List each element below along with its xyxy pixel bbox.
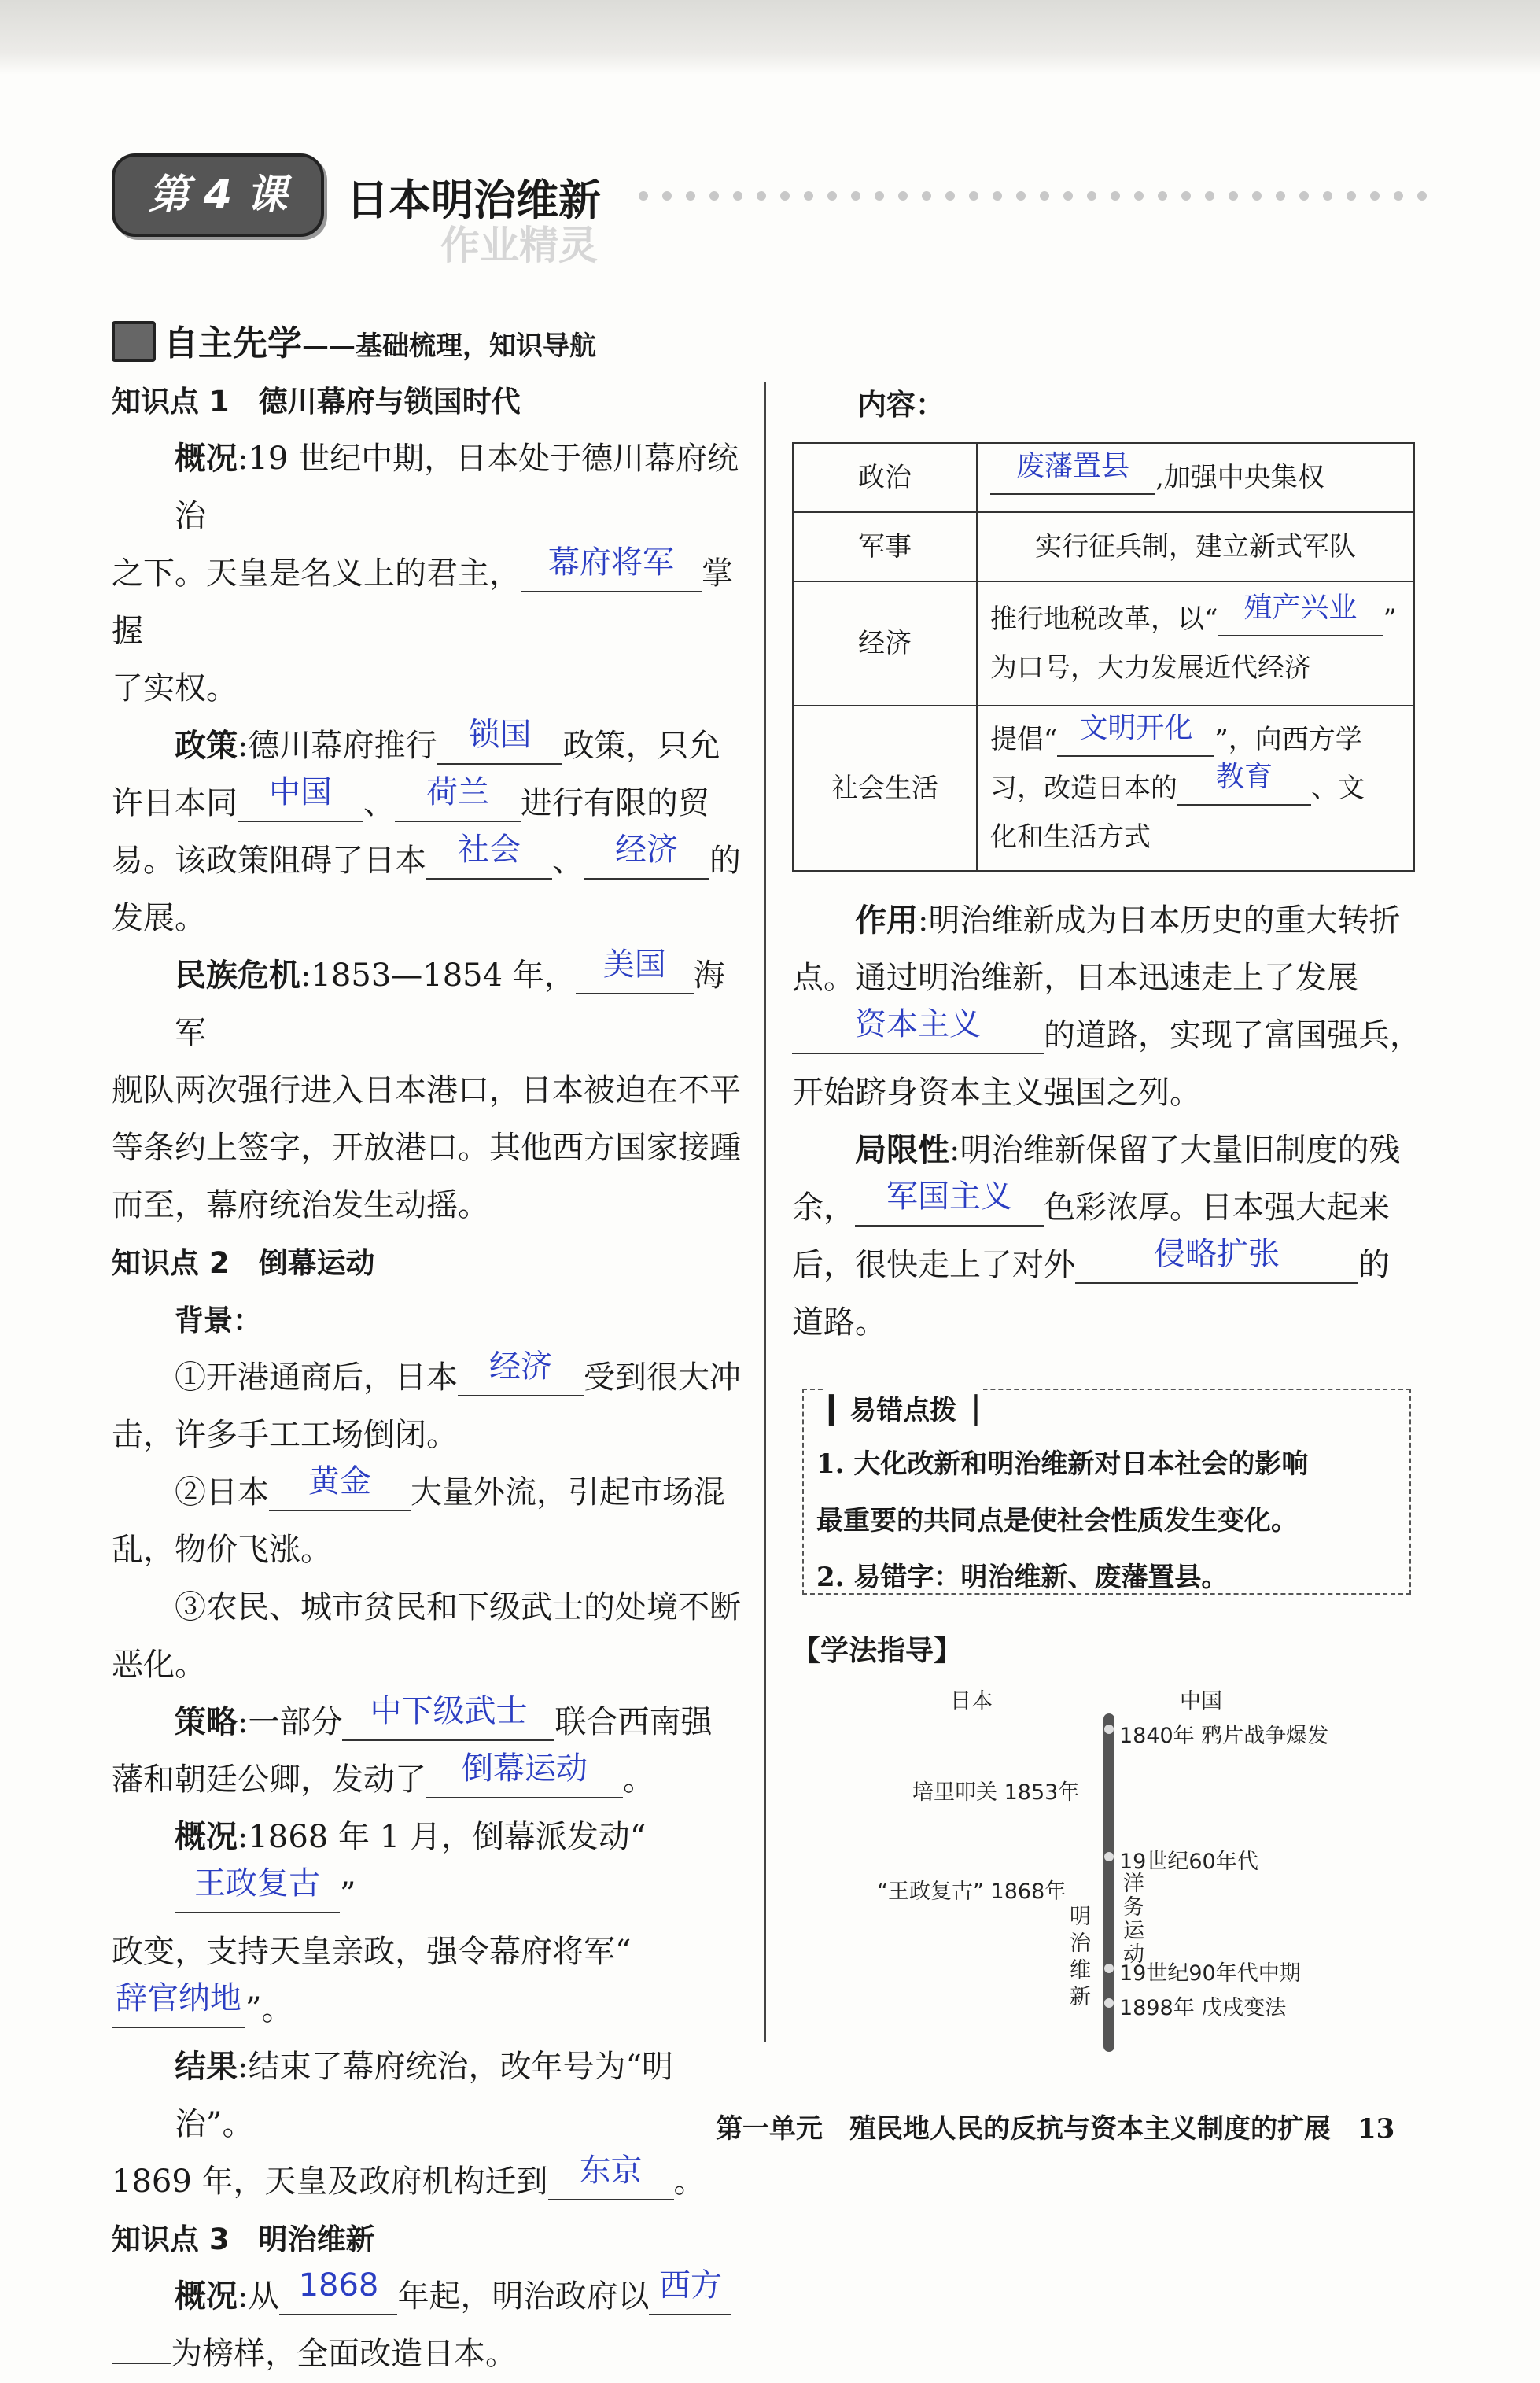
timeline-col-china: 中国 [1180,1689,1222,1713]
answer-blank [1075,1236,1358,1284]
row-content-line2: 为口号，大力发展近代经济 [990,652,1311,684]
row-content-line2 [990,761,1401,813]
text: 、文 [1311,773,1365,804]
kp2-title: 知识点 2 倒幕运动 [112,1246,375,1280]
kp1-crisis-line2: 舰队两次强行进入日本港口，日本被迫在不平 [112,1072,741,1109]
answer: 社会 [458,832,521,868]
timeline-marker [1104,1725,1114,1734]
text: ”，向西方学 [1214,724,1362,755]
text: 。 [623,1761,654,1798]
effect-line4: 开始跻身资本主义强国之列。 [792,1075,1201,1111]
kp3-content-label: 内容： [857,388,945,422]
text: 政变，支持天皇亲政，强令幕府将军“ [112,1934,632,1970]
kp3-overview-line1 [112,2268,741,2326]
kp1-overview-line3: 了实权。 [112,670,238,706]
answer: 军国主义 [886,1179,1012,1215]
kp2-result-line1 [112,2038,741,2153]
row-content [977,581,1414,706]
row-content [977,443,1414,512]
kp2-overview-line1 [112,1809,741,1924]
kp2-bg3-line2: 恶化。 [112,1647,206,1683]
study-guide-title: 【学法指导】 [792,1635,963,1667]
answer-blank [395,774,521,822]
answer: 1868 [298,2267,379,2304]
text: 。 [673,2164,706,2200]
text: 进行有限的贸 [521,785,709,821]
timeline-col-japan: 日本 [950,1689,993,1713]
text: 提倡“ [990,724,1058,755]
limit-line4: 道路。 [792,1304,886,1341]
error-tips-body [816,1436,1308,1606]
text: 受到很大冲 [584,1359,741,1396]
table-row [793,512,1414,581]
effect-line1 [792,892,1421,950]
lesson-badge-text: 第 4 课 [148,172,288,219]
label: 民族危机 [175,957,300,994]
answer: 经济 [489,1348,552,1385]
text: 习，改造日本的 [990,773,1177,804]
kp1-policy-line1 [112,717,741,775]
notebook-icon [112,321,156,362]
page-footer [716,2107,1394,2145]
lesson-title: 日本明治维新 [346,175,601,225]
kp2-strategy-line2 [112,1751,741,1809]
lesson-badge [112,153,324,237]
answer-blank [548,2152,674,2200]
text: ①开港通商后，日本 [175,1359,458,1396]
answer-blank [437,717,562,765]
error-tips-title: ▎易错点拨▕ [823,1389,983,1427]
timeline-yangwu-vertical: 洋务运动 [1123,1872,1144,1967]
answer-blank [112,1980,245,2028]
answer-blank [990,450,1155,495]
text: 、 [363,785,395,821]
table-row [793,706,1414,871]
section-subtitle: ——基础梳理，知识导航 [302,330,596,362]
answer: 中下级武士 [370,1693,528,1729]
text: ” [1383,603,1397,635]
kp1-policy-line3 [112,832,741,890]
text: ,加强中央集权 [1155,462,1324,493]
answer-blank [175,1865,340,1913]
page-top-shadow [0,0,1540,75]
timeline-marker [1104,1998,1114,2008]
text: 政策，只允 [562,728,720,764]
text: :明治维新成为日本历史的重大转折 [918,902,1401,939]
answer: 经济 [615,832,678,868]
answer: 教育 [1215,761,1273,793]
label: 结果 [175,2049,238,2085]
section-title [164,315,596,365]
kp2-bg3-line1: ③农民、城市贫民和下级武士的处境不断 [175,1589,741,1625]
row-content: 实行征兵制，建立新式军队 [977,512,1414,581]
text: 易错点拨 [849,1395,957,1426]
text: 藩和朝廷公卿，发动了 [112,1761,426,1798]
section-title-main: 自主先学 [164,323,302,363]
answer: 中国 [269,774,332,810]
watermark: 作业精灵 [440,223,598,268]
text: 许日本同 [112,785,238,821]
answer: 废藩置县 [1015,450,1129,482]
timeline-event: 1840年 鸦片战争爆发 [1119,1724,1329,1748]
answer-blank [426,832,552,880]
label: 作用 [855,902,918,939]
error-tips-box [802,1389,1411,1595]
table-row [793,443,1414,512]
row-label: 军事 [793,512,977,581]
answer-blank [584,832,709,880]
limit-line2 [792,1179,1421,1237]
text: ” [340,1876,356,1913]
text: :从 [238,2278,280,2315]
kp1-crisis-line1 [112,947,741,1062]
answer: 美国 [602,946,666,983]
answer-blank [576,946,694,994]
tip-item-1-line2: 最重要的共同点是使社会性质发生变化。 [816,1505,1298,1536]
kp2-strategy-line1 [112,1694,741,1751]
footer-unit: 第一单元 殖民地人民的反抗与资本主义制度的扩展 [716,2113,1331,2145]
text: 易。该政策阻碍了日本 [112,843,426,879]
answer: 西方 [658,2267,722,2304]
timeline-meiji-vertical: 明治维新 [1070,1905,1091,2009]
answer-blank [342,1693,554,1741]
kp2-bg2-line1 [112,1464,741,1522]
answer-blank [792,1006,1044,1054]
answer: 殖产兴业 [1243,592,1358,624]
answer-blank [269,1463,411,1511]
timeline-event: 培里叩关 1853年 [912,1780,1080,1805]
kp2-result-line2 [112,2153,741,2211]
label: 概况 [175,1819,238,1855]
kp1-title: 知识点 1 德川幕府与锁国时代 [112,385,521,419]
left-column [112,373,741,2383]
kp1-crisis-line3: 等条约上签字，开放港口。其他西方国家接踵 [112,1130,741,1166]
tip-item-2: 2. 易错字：明治维新、废藩置县。 [816,1562,1229,1593]
text: :1853—1854 年， [300,957,576,994]
tip-item-1-line1: 1. 大化改新和明治维新对日本社会的影响 [816,1448,1309,1480]
kp1-policy-line4: 发展。 [112,900,206,936]
answer: 文明开化 [1079,712,1193,744]
row-content-line1 [990,712,1401,764]
answer-blank [1218,592,1383,636]
text: 色彩浓厚。日本强大起来 [1044,1190,1390,1226]
timeline-event: 1898年 戊戌变法 [1119,1996,1287,2020]
text: 1869 年，天皇及政府机构迁到 [112,2164,548,2200]
answer-blank [279,2267,397,2315]
row-label: 政治 [793,443,977,512]
answer-blank [1177,761,1311,806]
answer: 黄金 [308,1463,371,1500]
kp2-overview-line2 [112,1924,741,2038]
text: 为榜样，全面改造日本。 [171,2336,517,2372]
timeline-event: “王政复古” 1868年 [877,1879,1067,1904]
answer-blank [649,2267,731,2315]
answer: 锁国 [468,717,532,753]
text: 大量外流，引起市场混 [411,1474,725,1511]
text: :结束了幕府统治，改年号为“明治”。 [175,2049,673,2142]
kp3-overview-line2 [112,2326,741,2383]
text: 推行地税改革，以“ [990,603,1218,635]
row-label: 社会生活 [793,706,977,871]
text: 后，很快走上了对外 [792,1247,1075,1283]
text: :1868 年 1 月，倒幕派发动“ [238,1819,647,1855]
answer: 东京 [579,2152,643,2189]
answer-blank [458,1348,584,1396]
text: ”。 [245,1991,293,2027]
page-number: 13 [1358,2113,1395,2145]
label: 政策 [175,728,238,764]
row-content-line1 [990,592,1401,644]
answer-blank [238,774,363,822]
timeline-marker [1104,1964,1114,1973]
kp2-background-label: 背景： [175,1304,262,1337]
text: 年起，明治政府以 [397,2278,650,2315]
meiji-content-table [792,442,1415,872]
text: 的 [1358,1247,1390,1283]
answer: 资本主义 [855,1006,981,1042]
text: :19 世纪中期，日本处于德川幕府统治 [175,441,739,534]
kp1-overview-line1 [112,430,741,545]
text: :明治维新保留了大量旧制度的残 [949,1132,1401,1168]
kp1-policy-line2 [112,775,741,832]
kp1-overview-line2 [112,545,741,660]
answer-blank [1057,712,1214,757]
right-column-text [792,892,1421,1352]
text: 掌握 [112,555,733,649]
label: 概况 [175,2278,238,2315]
text: 、 [552,843,584,879]
answer: 荷兰 [426,774,489,810]
text: 联合西南强 [554,1704,713,1740]
table-row [793,581,1414,706]
effect-line2: 点。通过明治维新，日本迅速走上了发展 [792,960,1358,996]
kp2-bg1-line2: 击，许多手工工场倒闭。 [112,1417,458,1453]
label: 局限性 [855,1132,949,1168]
kp1-crisis-line4: 而至，幕府统治发生动摇。 [112,1187,489,1223]
answer-blank-continued [112,2363,171,2364]
answer: 幕府将军 [548,544,674,581]
row-label: 经济 [793,581,977,706]
answer: 王政复古 [194,1865,320,1902]
text: 之下。天皇是名义上的君主， [112,555,521,592]
kp2-bg2-line2: 乱，物价飞涨。 [112,1532,332,1568]
title-dot-rule [639,189,1441,204]
label: 策略 [175,1704,238,1740]
text: 的 [709,843,741,879]
answer-blank [855,1179,1044,1227]
text: 海军 [175,957,725,1051]
text: ②日本 [175,1474,269,1511]
limit-line1 [792,1122,1421,1179]
timeline-event: 19世纪90年代中期 [1119,1961,1301,1986]
limit-line3 [792,1237,1421,1294]
label: 概况 [175,441,238,477]
answer: 辞官纳地 [116,1980,241,2016]
timeline-diagram [794,1676,1408,2053]
answer: 倒幕运动 [462,1750,588,1787]
kp2-bg1-line1 [112,1349,741,1407]
timeline-event: 19世纪60年代 [1119,1850,1258,1874]
kp3-title: 知识点 3 明治维新 [112,2223,375,2256]
row-content-line3: 化和生活方式 [990,821,1151,853]
effect-line3 [792,1007,1421,1064]
column-divider [764,382,766,2042]
text: 余， [792,1190,855,1226]
row-content [977,706,1414,871]
text: :一部分 [238,1704,343,1740]
answer-blank [521,544,702,592]
answer: 侵略扩张 [1154,1236,1280,1272]
answer-blank [426,1750,623,1798]
text: 的道路，实现了富国强兵， [1044,1017,1421,1053]
timeline-marker [1104,1852,1114,1861]
text: :德川幕府推行 [238,728,437,764]
